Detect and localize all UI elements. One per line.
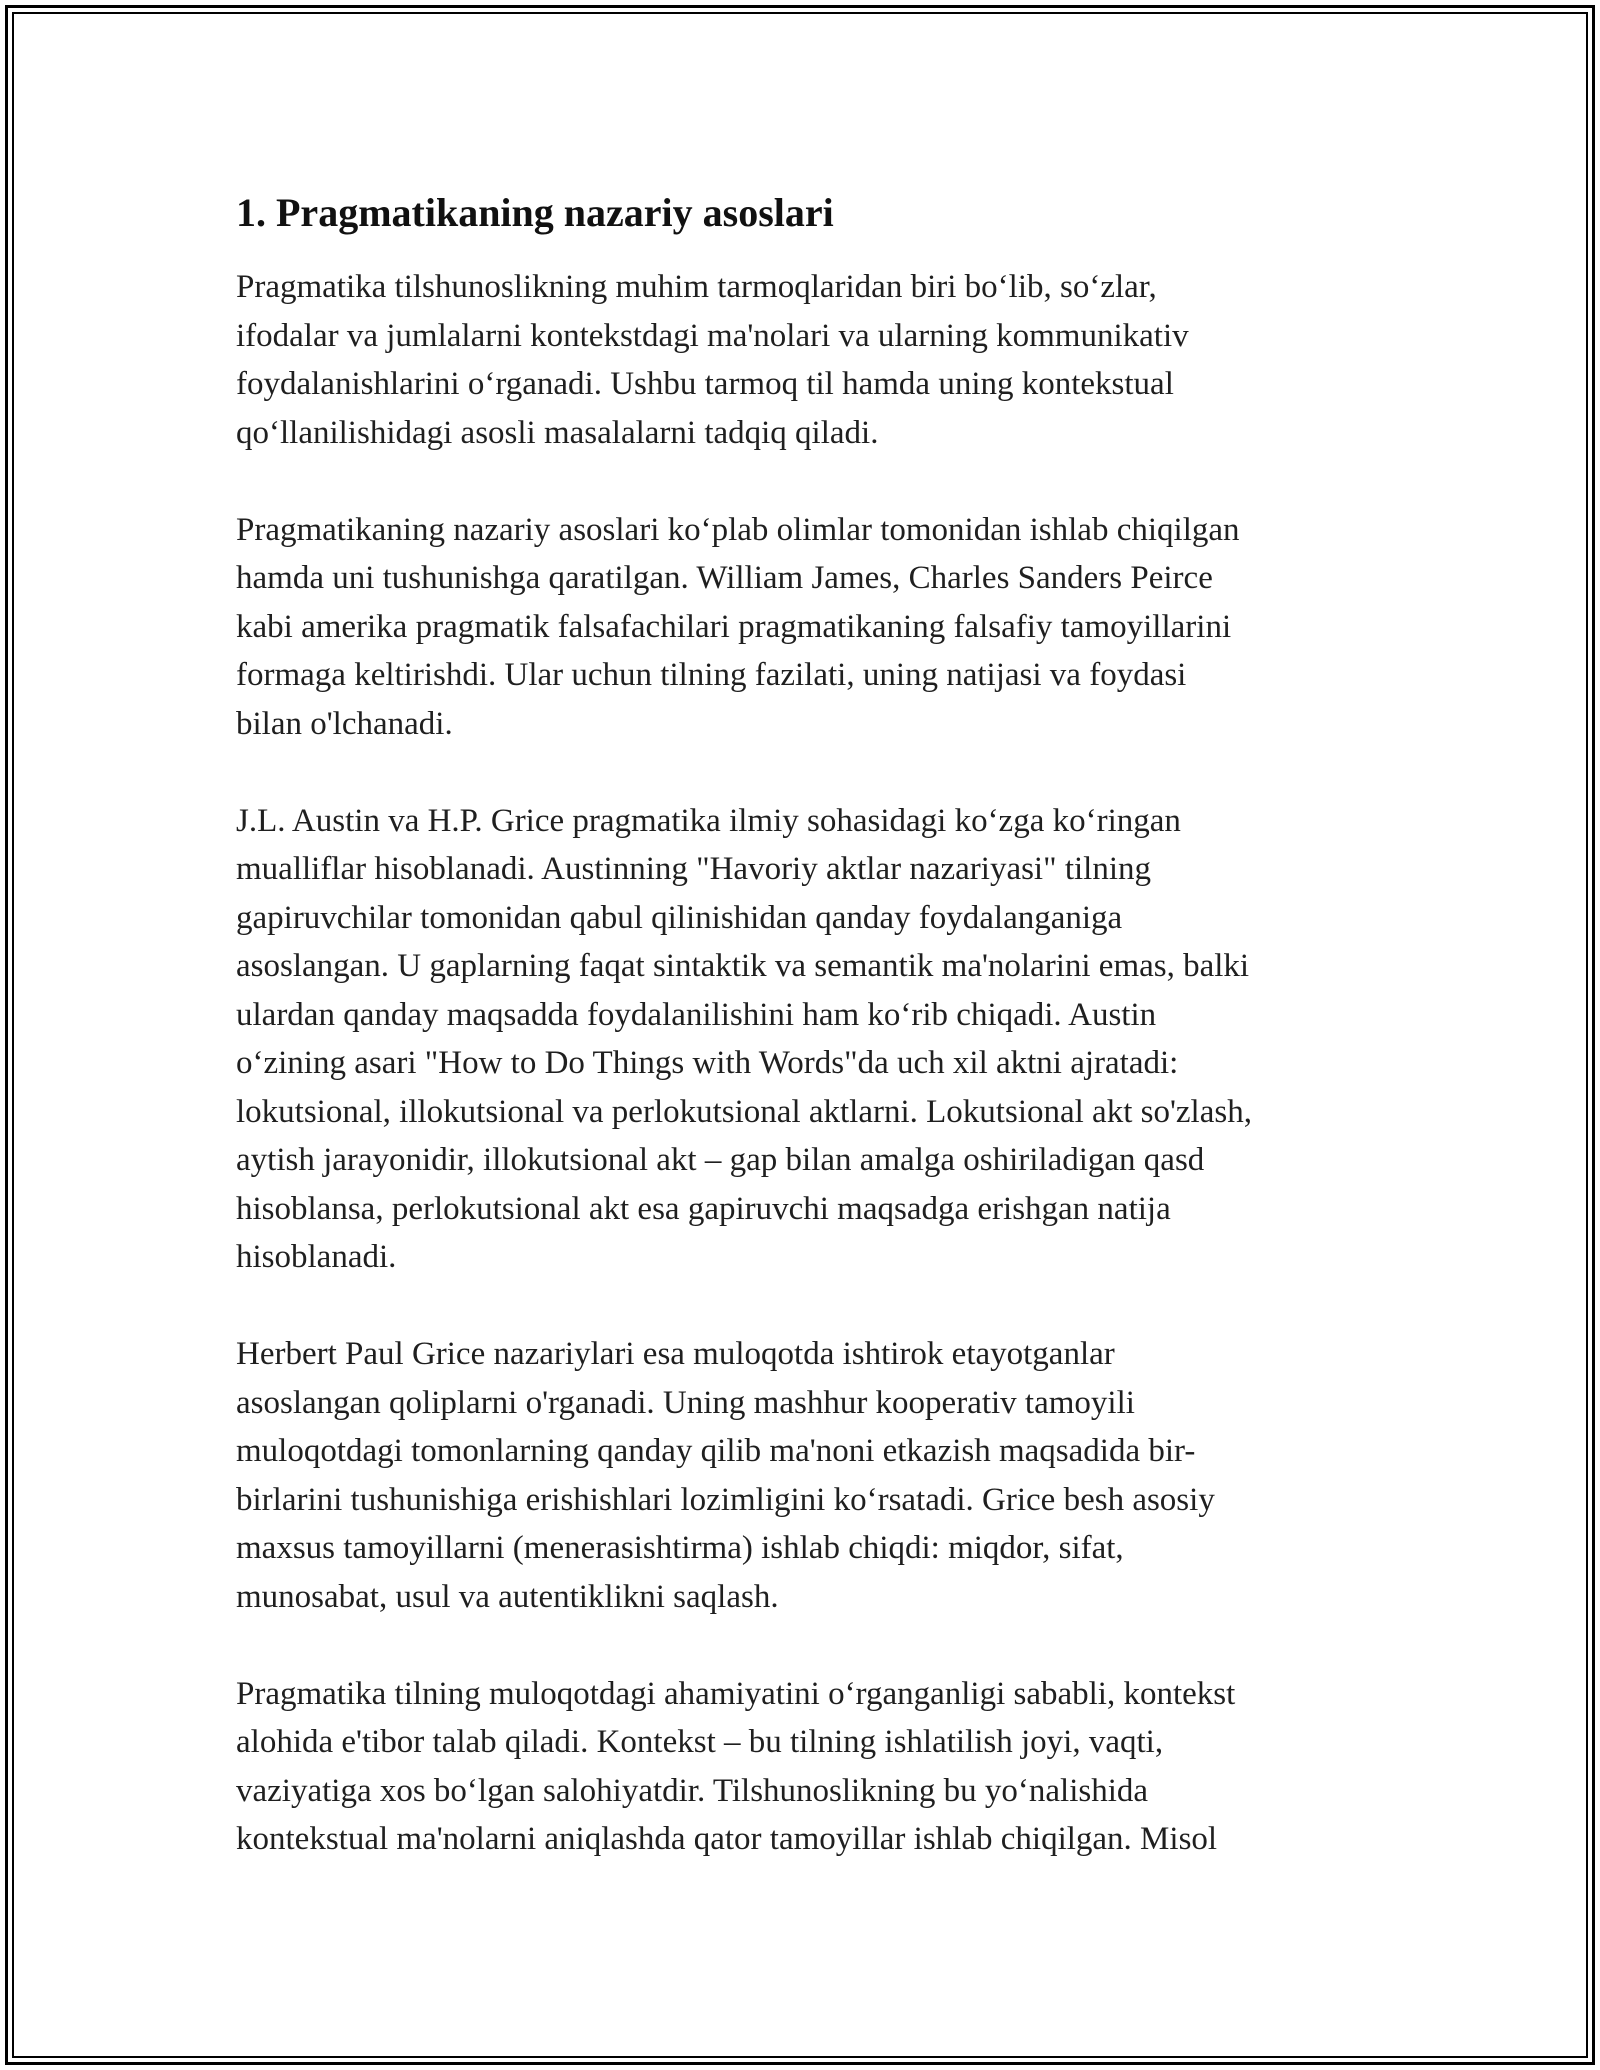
section-heading: 1. Pragmatikaning nazariy asoslari [236,190,834,235]
paragraph-1: Pragmatika tilshunoslikning muhim tarmoqlaridan biri bo‘lib, so‘zlar, ifodalar va jumlalarni kontekstdagi ma'nolari va ularning kommunikativ foydalanishlarini o‘rganadi. Ushbu tarmoq til hamda uning kontekstual qo‘llanilishidagi asosli masalalarni tadqiq qiladi. [236,269,1189,451]
paragraph-3: J.L. Austin va H.P. Grice pragmatika ilmiy sohasidagi ko‘zga ko‘ringan mualliflar hisoblanadi. Austinning "Havoriy aktlar nazariyasi" tilning gapiruvchilar tomonidan qabul qilinishidan qanday foydalanganiga asoslangan. U gaplarning faqat sintaktik va semantik ma'nolarini emas, balki ulardan qanday maqsadda foydalanilishini ham ko‘rib chiqadi. Austin o‘zining asari "How to Do Things with Words"da uch xil aktni ajratadi: lokutsional, illokutsional va perlokutsional aktlarni. Lokutsional akt so'zlash, aytish jarayonidir, illokutsional akt – gap bilan amalga oshiriladigan qasd hisoblansa, perlokutsional akt esa gapiruvchi maqsadga erishgan natija hisoblanadi. [236,802,1252,1275]
paragraph-4: Herbert Paul Grice nazariylari esa muloqotda ishtirok etayotganlar asoslangan qoliplarni o'rganadi. Uning mashhur kooperativ tamoyili muloqotdagi tomonlarning qanday qilib ma'noni etkazish maqsadida bir- birlarini tushunishiga erishishlari lozimligini ko‘rsatadi. Grice besh asosiy maxsus tamoyillarni (menerasishtirma) ishlab chiqdi: miqdor, sifat, munosabat, usul va autentiklikni saqlash. [236,1336,1215,1615]
document-body [236,185,1396,1912]
paragraph-2: Pragmatikaning nazariy asoslari ko‘plab olimlar tomonidan ishlab chiqilgan hamda uni tushunishga qaratilgan. William James, Charles Sanders Peirce kabi amerika pragmatik falsafachilari pragmatikaning falsafiy tamoyillarini formaga keltirishdi. Ular uchun tilning fazilati, uning natijasi va foydasi bilan o'lchanadi. [236,511,1240,742]
paragraph-5: Pragmatika tilning muloqotdagi ahamiyatini o‘rganganligi sababli, kontekst alohida e'tibor talab qiladi. Kontekst – bu tilning ishlatilish joyi, vaqti, vaziyatiga xos bo‘lgan salohiyatdir. Tilshunoslikning bu yo‘nalishida kontekstual ma'nolarni aniqlashda qator tamoyillar ishlab chiqilgan. Misol [236,1675,1236,1857]
